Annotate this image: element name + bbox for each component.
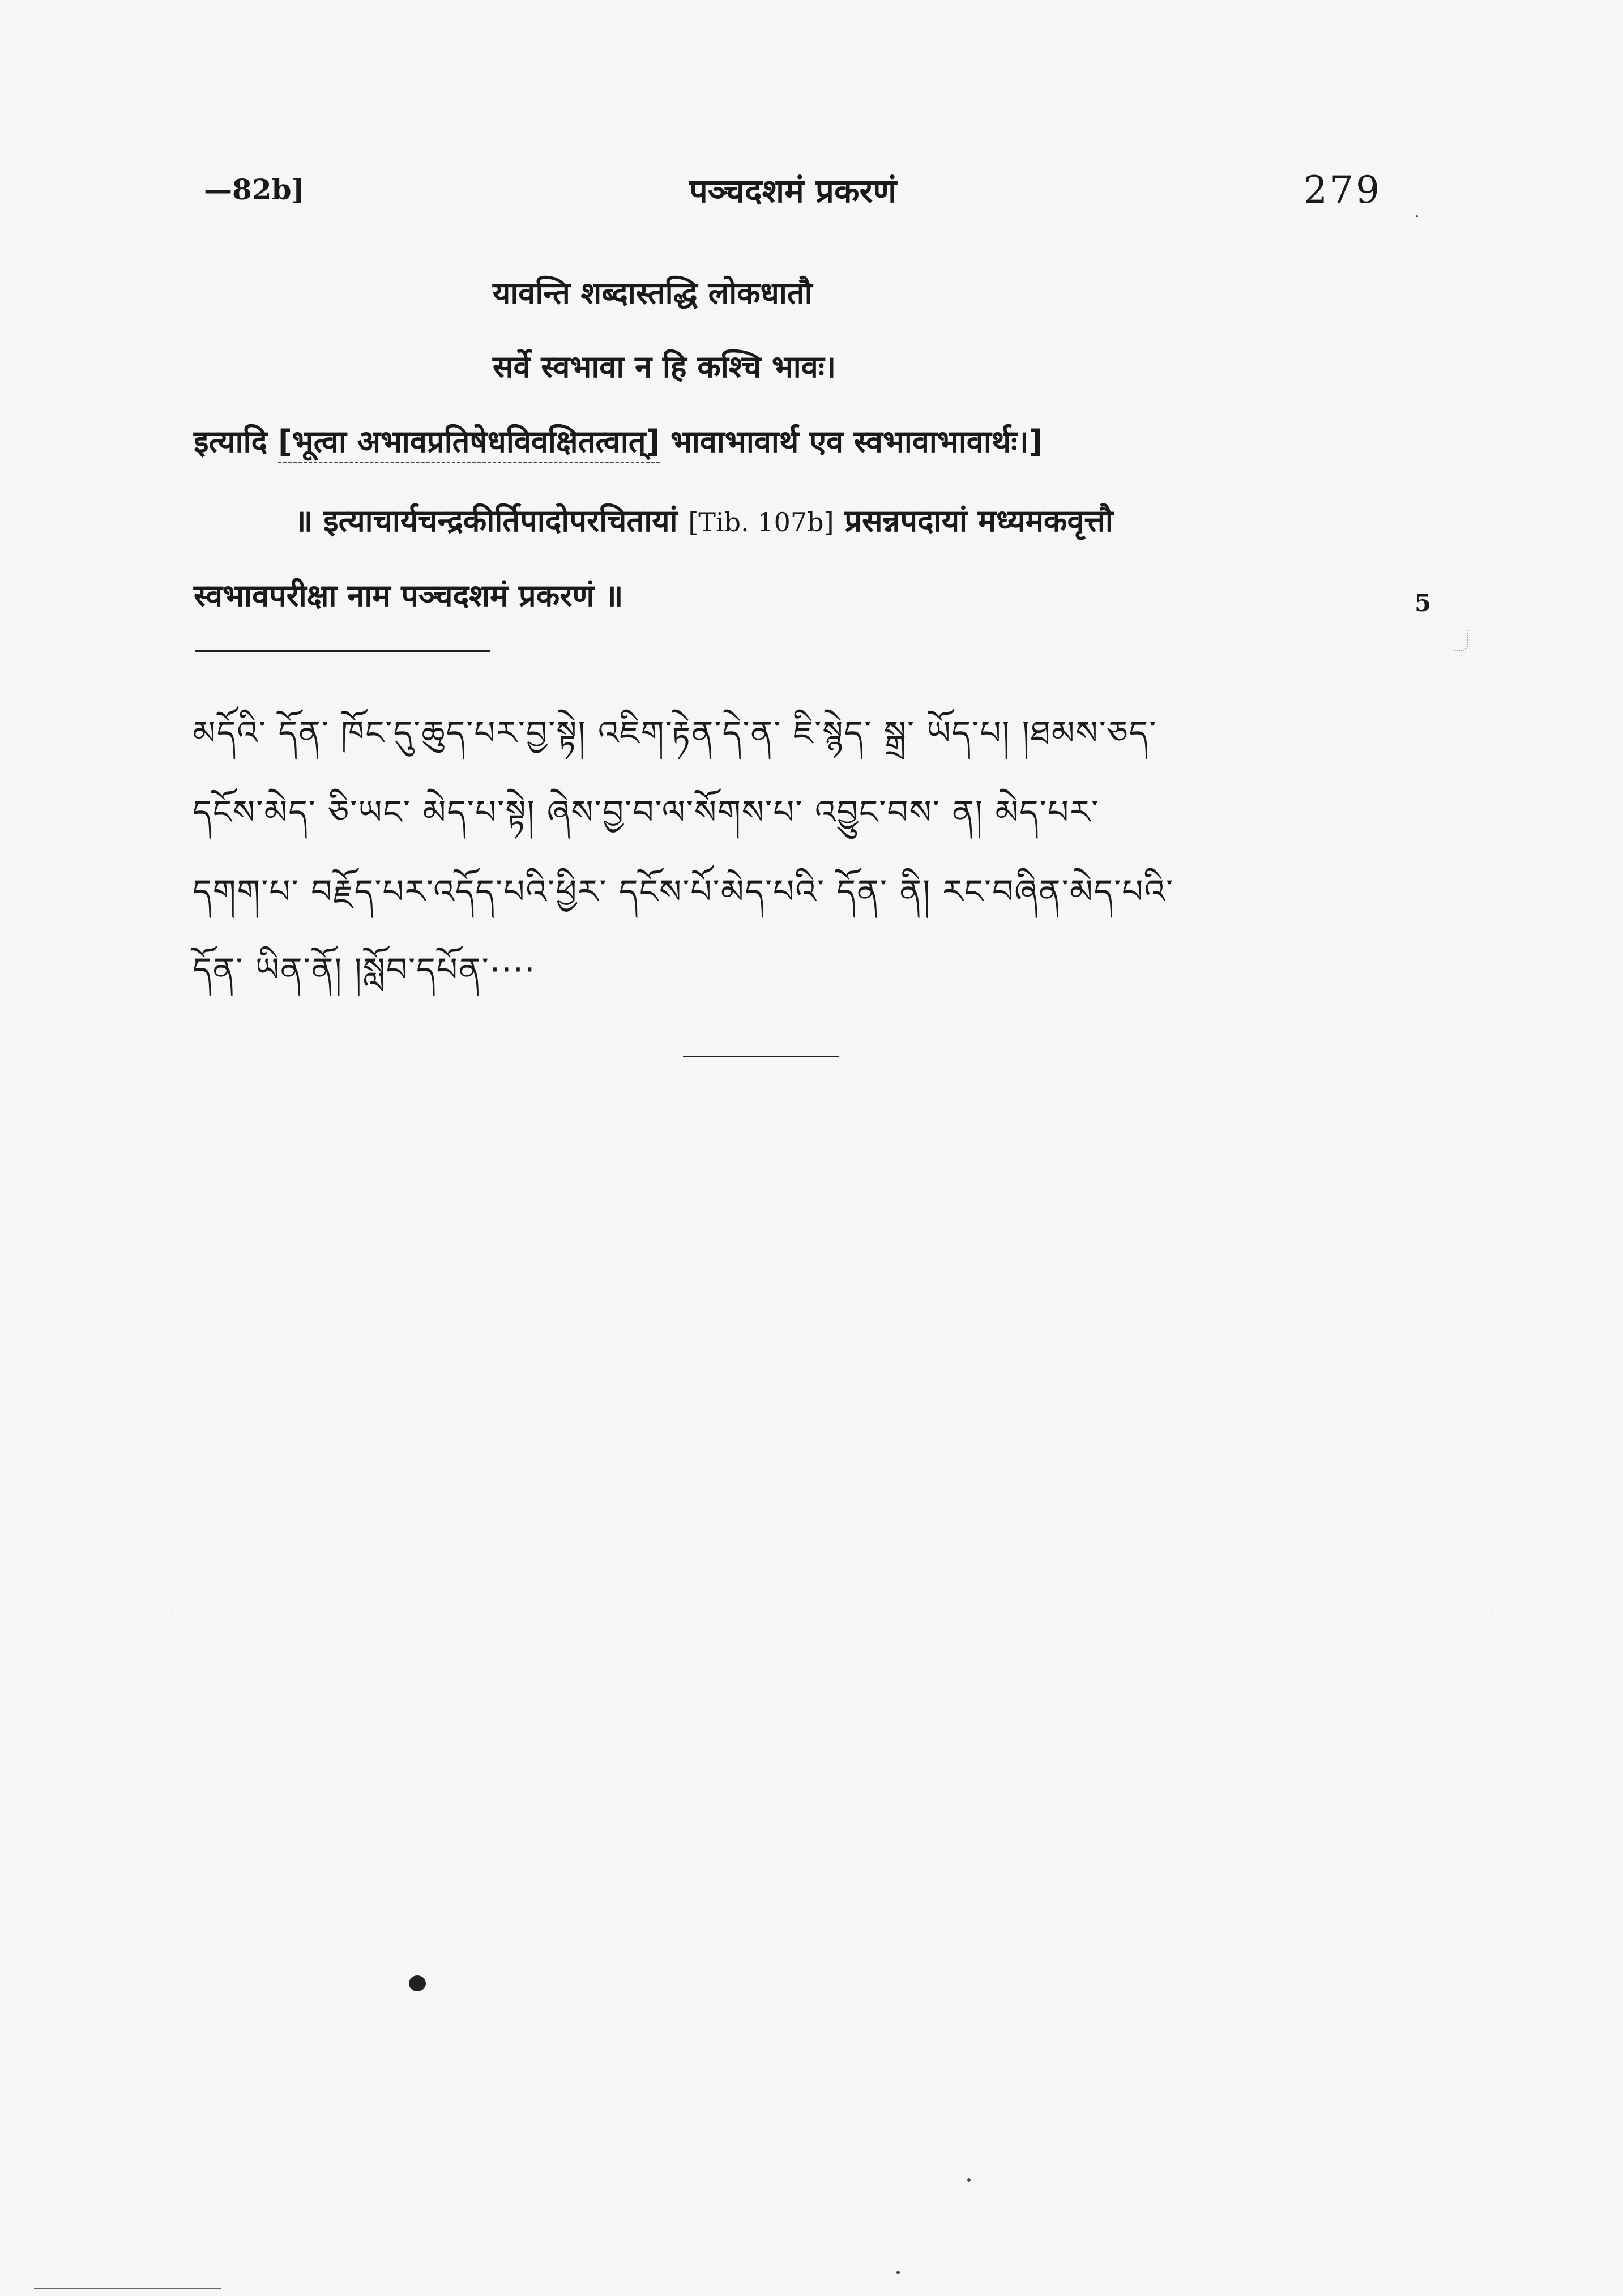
tibetan-line-4: དོན་ ཡིན་ནོ། །སློབ་དཔོན་···· xyxy=(193,950,536,989)
tibetan-line-2: དངོས་མེད་ ཅི་ཡང་ མེད་པ་སྟེ། ཞེས་བྱ་བ་ལ་སོགས་པ་ འབྱུང་བས་ ན། མེད་པར་ xyxy=(193,793,1100,831)
tibetan-line-3: དགག་པ་ བརྗོད་པར་འདོད་པའི་ཕྱིར་ དངོས་པོ་མེད་པའི་ དོན་ ནི། རང་བཞིན་མེད་པའི་ xyxy=(193,872,1174,911)
footnote-rule xyxy=(195,650,490,652)
colophon-start: ॥ इत्याचार्यचन्द्रकीर्तिपादोपरचितायां xyxy=(294,503,689,539)
folio-reference: —82b] xyxy=(204,173,305,206)
running-head xyxy=(204,167,1382,218)
underlined-phrase: [भूत्वा अभावप्रतिषेधविवक्षितत्वात्] xyxy=(278,424,660,463)
margin-mark xyxy=(1454,630,1468,651)
prose-line-1 xyxy=(194,419,1043,461)
margin-line-number: 5 xyxy=(1415,589,1432,617)
prose-line-1-start: इत्यादि xyxy=(194,424,278,459)
colophon-line-2: स्वभावपरीक्षा नाम पञ्चदशमं प्रकरणं ॥ xyxy=(194,578,623,613)
verse-line-2: सर्वे स्वभावा न हि कश्चि भावः। xyxy=(493,349,836,385)
ink-speck xyxy=(896,2271,900,2274)
bottom-edge-rule xyxy=(34,2288,221,2289)
chapter-title: पञ्चदशमं प्रकरणं xyxy=(689,172,897,210)
ink-speck xyxy=(1416,215,1418,217)
tibetan-folio-reference: [Tib. 107b] xyxy=(688,507,834,537)
end-rule xyxy=(683,1056,839,1057)
colophon-end: प्रसन्नपदायां मध्यमकवृत्तौ xyxy=(834,503,1113,539)
ink-speck xyxy=(967,2178,971,2182)
tibetan-line-1: མདོའི་ དོན་ ཁོང་དུ་ཆུད་པར་བྱ་སྟེ། འཇིག་རྟེན་དེ་ན་ ཇི་སྙེད་ སྒྲ་ ཡོད་པ། །ཐམས་ཅད་ xyxy=(193,714,1158,752)
prose-line-1-end: भावाभावार्थ एव स्वभावाभावार्थः।] xyxy=(660,424,1043,459)
colophon-line-1 xyxy=(294,498,1113,540)
verse-line-1: यावन्ति शब्दास्तद्धि लोकधातौ xyxy=(493,275,813,311)
page-number: 279 xyxy=(1304,168,1382,212)
ink-blot xyxy=(409,1975,426,1991)
